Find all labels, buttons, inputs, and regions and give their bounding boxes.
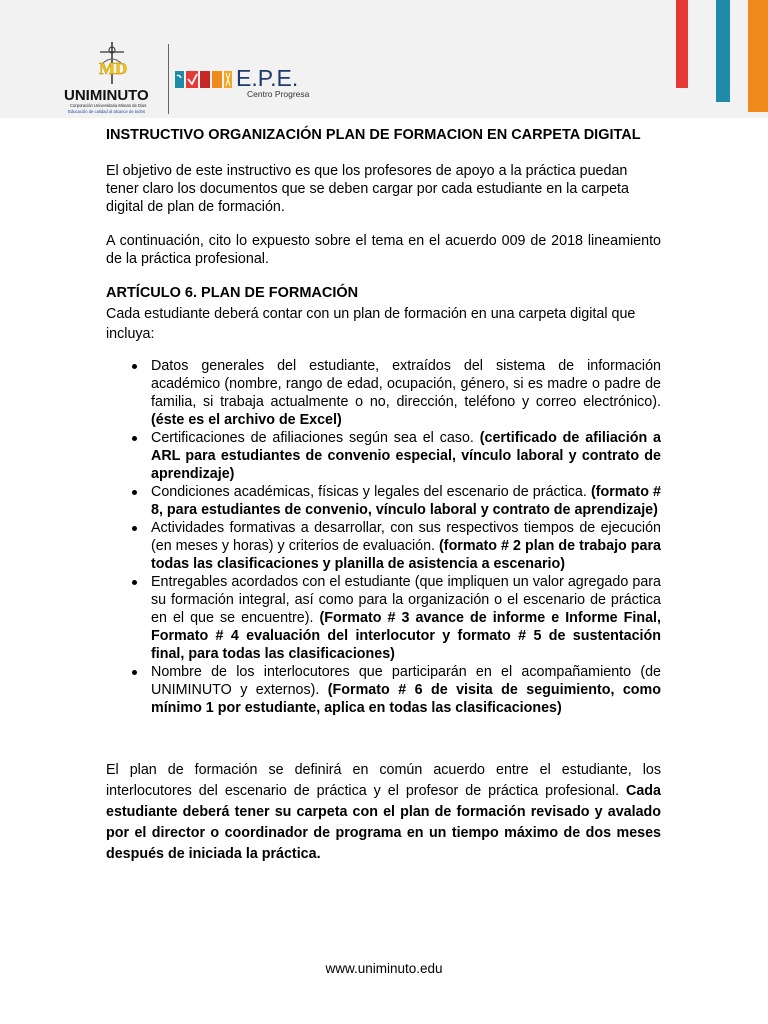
article-intro: Cada estudiante deberá contar con un plan de formación en una carpeta digital que incluya: <box>106 306 636 342</box>
list-item <box>106 357 661 429</box>
decorative-color-bars <box>672 0 768 112</box>
item-text: Datos generales del estudiante, extraídos del sistema de información académico (nombre, rango de edad, ocupación, género, si es madre o padre de familia, si trabaja actualmente o no, dirección, teléfono y correo electrónico). <box>151 358 661 410</box>
item-text: Entregables acordados con el estudiante (que impliquen un valor agregado para su formación integral, así como para la organización o el escenario de práctica en el que se encuentre). <box>151 574 661 626</box>
orange-bar <box>748 0 768 112</box>
bullet-icon <box>132 580 137 585</box>
bullet-icon <box>132 526 137 531</box>
closing-text: El plan de formación se definirá en común acuerdo entre el estudiante, los interlocutores del escenario de práctica y el profesor de práctica profesional. <box>106 762 661 799</box>
svg-text:Centro Progresa: Centro Progresa <box>247 89 310 99</box>
bullet-icon <box>132 364 137 369</box>
bullet-icon <box>132 436 137 441</box>
item-text: Actividades formativas a desarrollar, con sus respectivos tiempos de ejecución (en meses y horas) y criterios de evaluación. <box>151 520 661 554</box>
item-bold-note: (certificado de afiliación a ARL para estudiantes de convenio especial, vínculo laboral y contrato de aprendizaje) <box>151 430 661 482</box>
item-bold-note: (Formato # 6 de visita de seguimiento, como mínimo 1 por estudiante, aplica en todas las clasificaciones) <box>151 682 661 716</box>
svg-text:UNIMINUTO: UNIMINUTO <box>64 87 149 104</box>
red-bar <box>676 0 688 88</box>
bullet-icon <box>132 670 137 675</box>
svg-text:E.P.E.: E.P.E. <box>236 65 299 91</box>
closing-paragraph <box>106 760 661 865</box>
reference-paragraph: A continuación, cito lo expuesto sobre el tema en el acuerdo 009 de 2018 lineamiento de la práctica profesional. <box>106 233 661 267</box>
document-title: INSTRUCTIVO ORGANIZACIÓN PLAN DE FORMACION EN CARPETA DIGITAL <box>106 127 641 143</box>
logo-divider <box>168 44 169 114</box>
requirements-list <box>106 357 661 717</box>
list-item <box>106 573 661 663</box>
item-text: Condiciones académicas, físicas y legales del escenario de práctica. <box>151 484 591 500</box>
closing-bold-text: Cada estudiante deberá tener su carpeta con el plan de formación revisado y avalado por el director o coordinador de programa en un tiempo máximo de dos meses después de iniciada la práctica. <box>106 783 661 862</box>
item-bold-note: (éste es el archivo de Excel) <box>151 412 342 428</box>
item-bold-note: (Formato # 3 avance de informe e Informe Final, Formato # 4 evaluación del interlocutor y formato # 5 de sustentación final, para todas las clasificaciones) <box>151 610 661 662</box>
document-body <box>106 126 661 881</box>
bullet-icon <box>132 490 137 495</box>
svg-text:Corporación Universitaria Minu: Corporación Universitaria Minuto de Dios <box>70 103 147 108</box>
epe-logo <box>174 64 339 104</box>
svg-text:Educación de calidad al alcanc: Educación de calidad al alcance de todos <box>68 109 146 114</box>
uniminuto-logo <box>62 40 166 116</box>
list-item <box>106 483 661 519</box>
list-item <box>106 519 661 573</box>
list-item <box>106 429 661 483</box>
item-text: Certificaciones de afiliaciones según sea el caso. <box>151 430 480 446</box>
list-item <box>106 663 661 717</box>
teal-bar <box>716 0 730 102</box>
svg-text:MD: MD <box>99 59 128 78</box>
item-bold-note: (formato # 2 plan de trabajo para todas las clasificaciones y planilla de asistencia a escenario) <box>151 538 661 572</box>
item-text: Nombre de los interlocutores que participarán en el acompañamiento (de UNIMINUTO y externos). <box>151 664 661 698</box>
footer-url[interactable]: www.uniminuto.edu <box>325 961 443 976</box>
item-bold-note: (formato # 8, para estudiantes de convenio, vínculo laboral y contrato de aprendizaje) <box>151 484 661 518</box>
intro-paragraph: El objetivo de este instructivo es que los profesores de apoyo a la práctica puedan tener claro los documentos que se deben cargar por cada estudiante en la carpeta digital de plan de formación. <box>106 163 629 215</box>
article-heading: ARTÍCULO 6. PLAN DE FORMACIÓN <box>106 285 359 301</box>
